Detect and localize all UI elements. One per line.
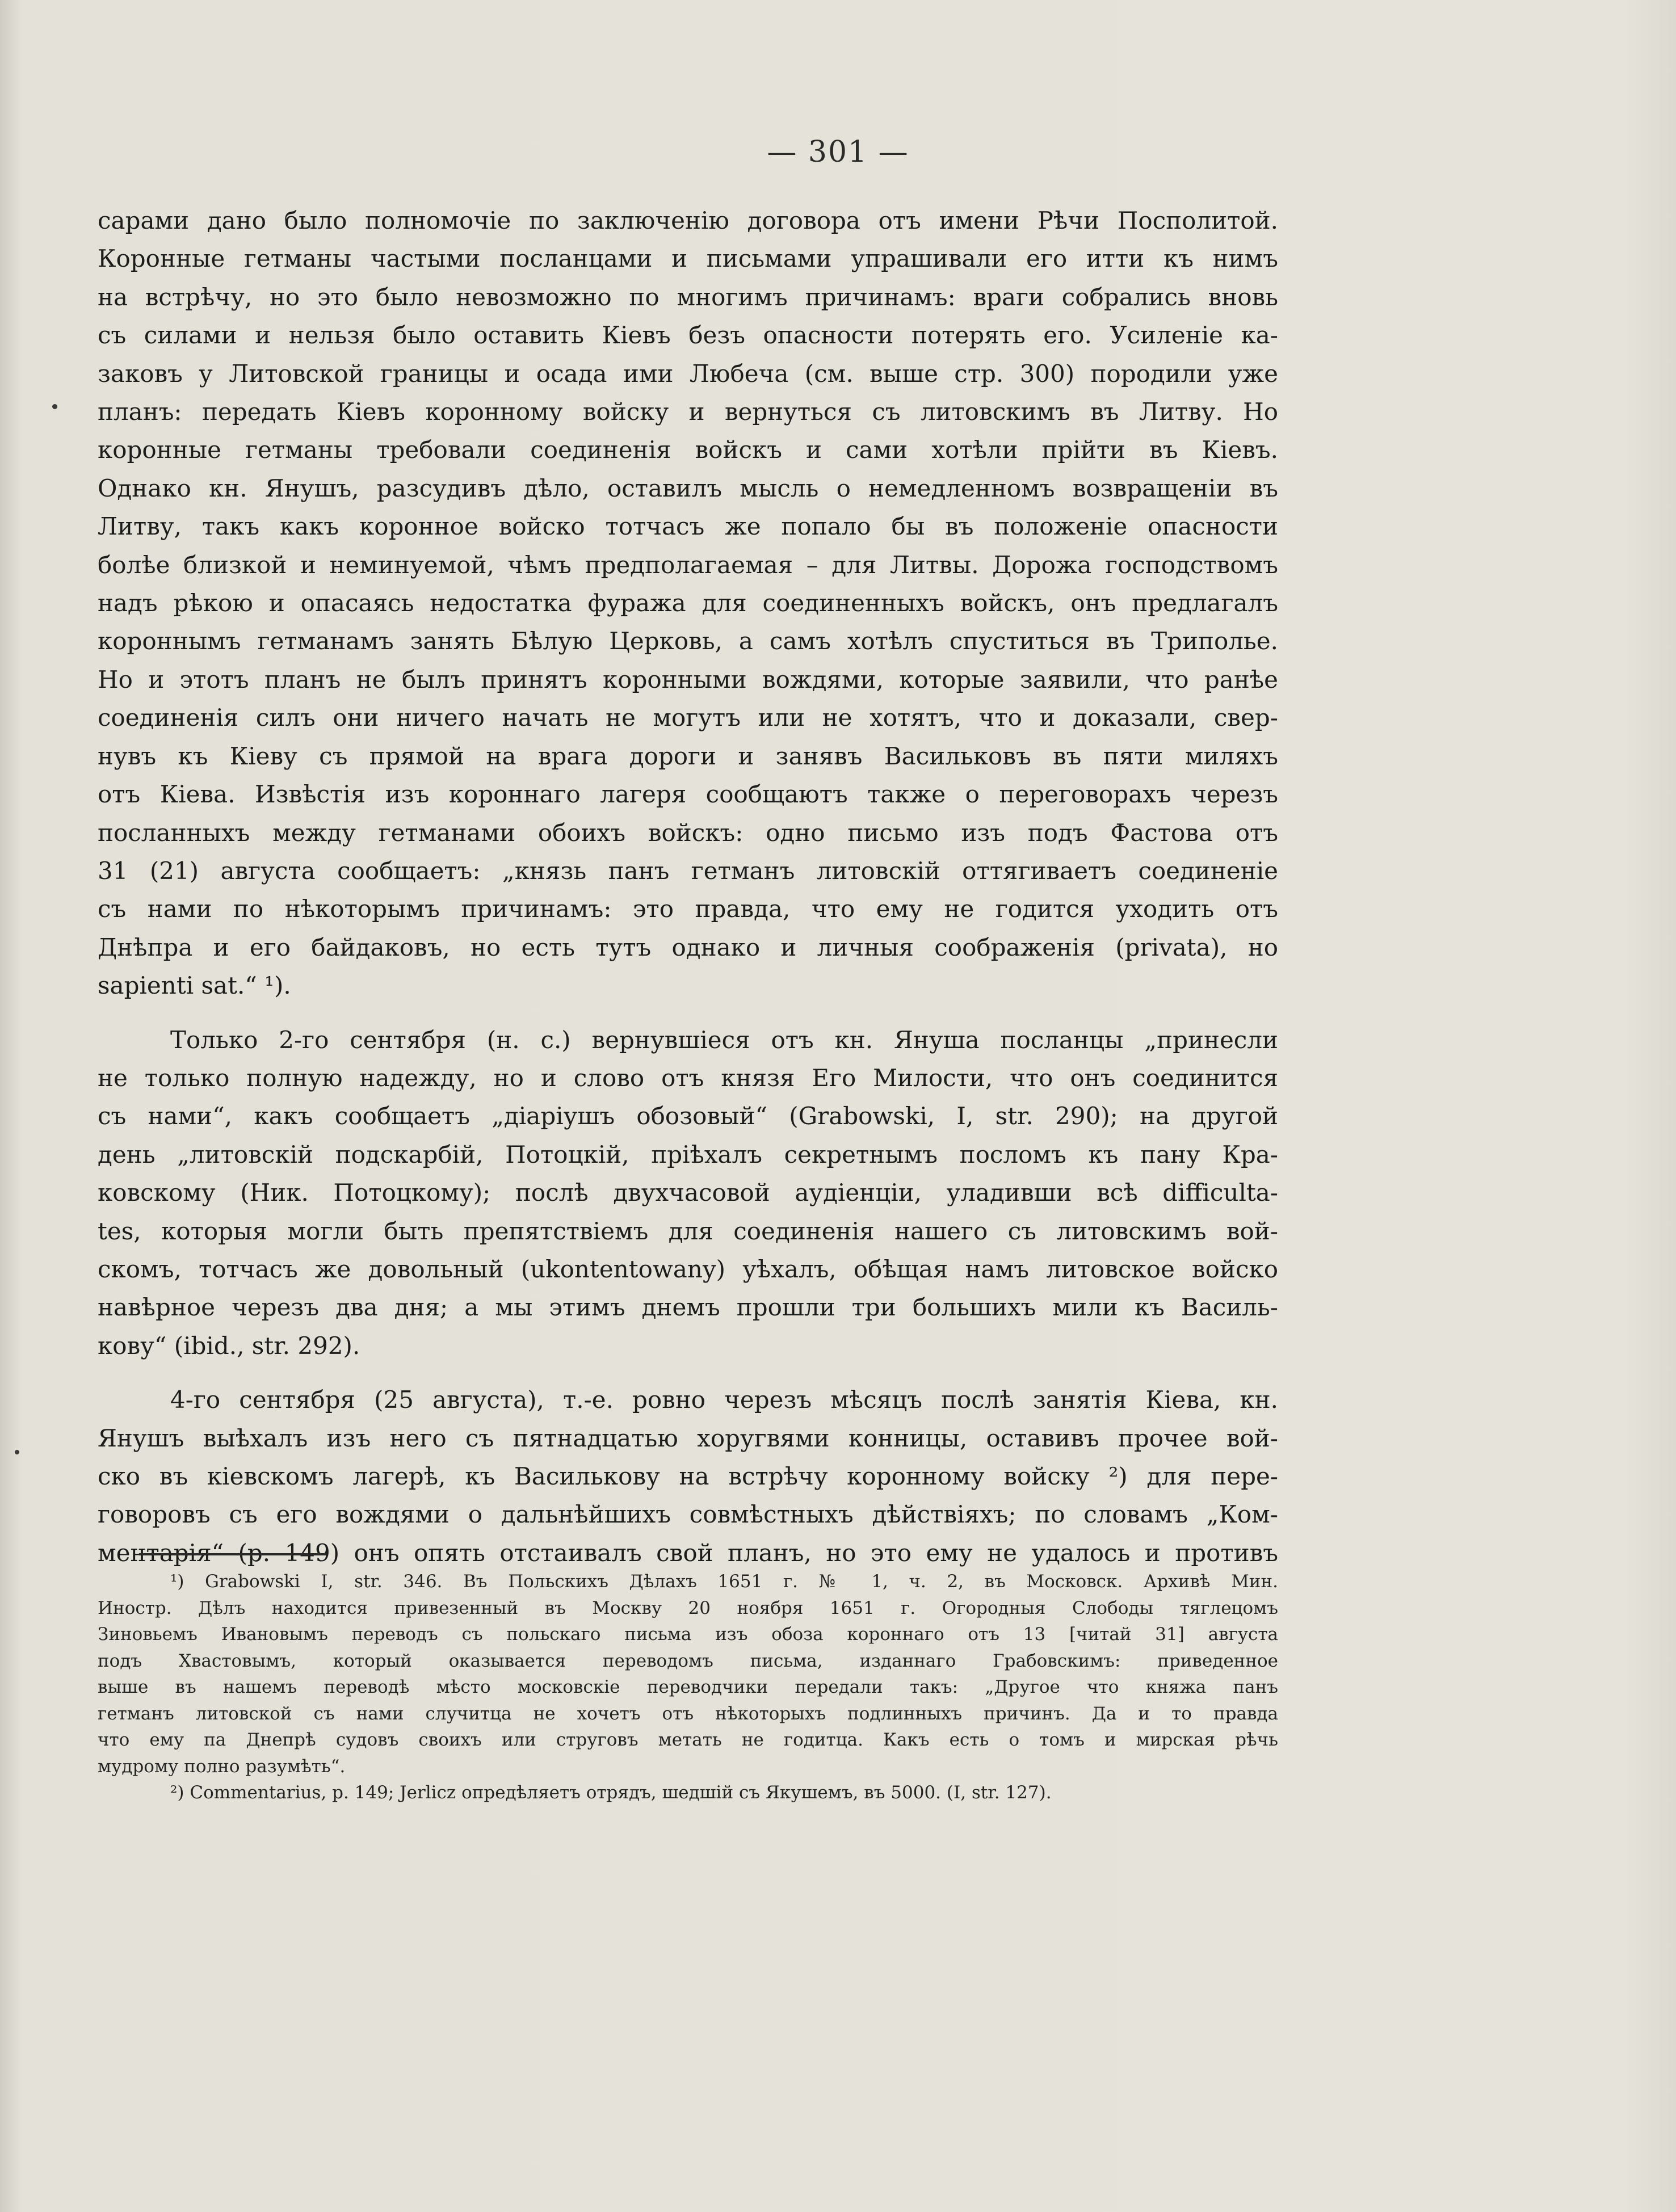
text-line: коронные гетманы требовали соединенія войскъ и сами хотѣли прійти въ Кіевъ.: [98, 436, 1278, 464]
text-line: нувъ къ Кіеву съ прямой на врага дороги и занявъ Васильковъ въ пяти миляхъ: [98, 742, 1278, 770]
text-line: скомъ, тотчасъ же довольный (ukontentowany) уѣхалъ, обѣщая намъ литовское войско: [98, 1255, 1278, 1283]
paragraph-gap: [98, 1365, 1278, 1381]
text-line: Коронные гетманы частыми посланцами и письмами упрашивали его итти къ нимъ: [98, 245, 1278, 273]
footnote-line: мудрому полно разумѣть“.: [98, 1756, 346, 1777]
footnote-line: Зиновьемъ Ивановымъ переводъ съ польскаго письма изъ обоза короннаго отъ 13 [читай 31] августа: [98, 1624, 1278, 1645]
footnote-line: ²) Commentarius, р. 149; Jerlicz опредѣляетъ отрядъ, шедшій съ Якушемъ, въ 5000. (I, str. 127).: [170, 1782, 1052, 1803]
text-line: tes, которыя могли быть препятствіемъ для соединенія нашего съ литовскимъ вой-: [98, 1217, 1278, 1245]
footnote-rule: [139, 1553, 326, 1555]
text-line: ско въ кіевскомъ лагерѣ, къ Василькову на встрѣчу коронному войску ²) для пере-: [98, 1462, 1278, 1490]
footnote-line: Иностр. Дѣлъ находится привезенный въ Москву 20 ноября 1651 г. Огородныя Слободы тяглецомъ: [98, 1597, 1278, 1618]
text-line: ковскому (Ник. Потоцкому); послѣ двухчасовой аудіенціи, уладивши всѣ difficulta-: [98, 1179, 1278, 1207]
text-line: 4-го сентября (25 августа), т.-е. ровно черезъ мѣсяцъ послѣ занятія Кіева, кн.: [170, 1386, 1278, 1414]
text-line: отъ Кіева. Извѣстія изъ короннаго лагеря сообщаютъ также о переговорахъ черезъ: [98, 780, 1278, 809]
text-line: съ нами по нѣкоторымъ причинамъ: это правда, что ему не годится уходить отъ: [98, 895, 1278, 923]
footnote-line: подъ Хвастовымъ, который оказывается переводомъ письма, изданнаго Грабовскимъ: приведенное: [98, 1650, 1278, 1671]
text-line: день „литовскій подскарбій, Потоцкій, пріѣхалъ секретнымъ посломъ къ пану Кра-: [98, 1140, 1278, 1168]
text-line: сарами дано было полномочіе по заключенію договора отъ имени Рѣчи Посполитой.: [98, 207, 1278, 234]
text-line: болѣе близкой и неминуемой, чѣмъ предполагаемая – для Литвы. Дорожа господствомъ: [98, 550, 1278, 579]
text-line: Янушъ выѣхалъ изъ него съ пятнадцатью хоругвями конницы, оставивъ прочее вой-: [98, 1424, 1278, 1452]
text-line: заковъ у Литовской границы и осада ими Любеча (см. выше стр. 300) породили уже: [98, 359, 1278, 388]
text-line: ментарія“ (р. 149) онъ опять отстаивалъ свой планъ, но это ему не удалось и противъ: [98, 1538, 1278, 1567]
text-line: соединенія силъ они ничего начать не могутъ или не хотятъ, что и доказали, свер-: [98, 704, 1278, 732]
text-line: навѣрное черезъ два дня; а мы этимъ днемъ прошли три большихъ мили къ Василь-: [98, 1293, 1278, 1322]
margin-speck: [52, 404, 57, 409]
text-line: Но и этотъ планъ не былъ принятъ коронными вождями, которые заявили, что ранѣе: [98, 665, 1278, 693]
footnote-line: ¹) Grabowski I, str. 346. Въ Польскихъ Дѣлахъ 1651 г. № 1, ч. 2, въ Московск. Архивѣ Мин.: [170, 1571, 1278, 1592]
text-line: Только 2-го сентября (н. с.) вернувшіеся отъ кн. Януша посланцы „принесли: [170, 1025, 1278, 1054]
text-line-last: sapienti sat.“ ¹).: [98, 972, 291, 1000]
text-line: не только полную надежду, но и слово отъ князя Его Милости, что онъ соединится: [98, 1063, 1278, 1092]
page-number: — 301 —: [767, 135, 909, 169]
text-line: говоровъ съ его вождями о дальнѣйшихъ совмѣстныхъ дѣйствіяхъ; по словамъ „Ком-: [98, 1500, 1278, 1529]
text-line: Однако кн. Янушъ, разсудивъ дѣло, оставилъ мысль о немедленномъ возвращеніи въ: [98, 474, 1278, 502]
text-line-last: кову“ (ibid., str. 292).: [98, 1331, 360, 1360]
text-line: на встрѣчу, но это было невозможно по многимъ причинамъ: враги собрались вновь: [98, 283, 1278, 311]
footnote-line: гетманъ литовской съ нами случитца не хочетъ отъ нѣкоторыхъ подлинныхъ причинъ. Да и то правда: [98, 1703, 1278, 1724]
main-text: [98, 201, 1278, 1572]
footnotes: [98, 1568, 1278, 1806]
footnote-line: что ему па Днепрѣ судовъ своихъ или струговъ метать не годитца. Какъ есть о томъ и мирская рѣчь: [98, 1730, 1278, 1750]
text-line: съ нами“, какъ сообщаетъ „діаріушъ обозовый“ (Grabowski, I, str. 290); на другой: [98, 1102, 1278, 1130]
text-line: съ силами и нельзя было оставить Кіевъ безъ опасности потерять его. Усиленіе ка-: [98, 321, 1278, 350]
text-line: Днѣпра и его байдаковъ, но есть тутъ однако и личныя соображенія (privata), но: [98, 933, 1278, 961]
text-line: короннымъ гетманамъ занять Бѣлую Церковь, а самъ хотѣлъ спуститься въ Триполье.: [98, 627, 1278, 655]
text-line: Литву, такъ какъ коронное войско тотчасъ же попало бы въ положеніе опасности: [98, 512, 1278, 541]
text-line: 31 (21) августа сообщаетъ: „князь панъ гетманъ литовскій оттягиваетъ соединеніе: [98, 856, 1278, 885]
margin-speck: [15, 1450, 19, 1454]
text-line: надъ рѣкою и опасаясь недостатка фуража для соединенныхъ войскъ, онъ предлагалъ: [98, 589, 1278, 617]
text-line: посланныхъ между гетманами обоихъ войскъ: одно письмо изъ подъ Фастова отъ: [98, 818, 1278, 847]
footnote-line: выше въ нашемъ переводѣ мѣсто московскіе переводчики передали такъ: „Другое что княжа панъ: [98, 1677, 1278, 1697]
paragraph-gap: [98, 1005, 1278, 1021]
text-line: планъ: передать Кіевъ коронному войску и вернуться съ литовскимъ въ Литву. Но: [98, 398, 1278, 426]
